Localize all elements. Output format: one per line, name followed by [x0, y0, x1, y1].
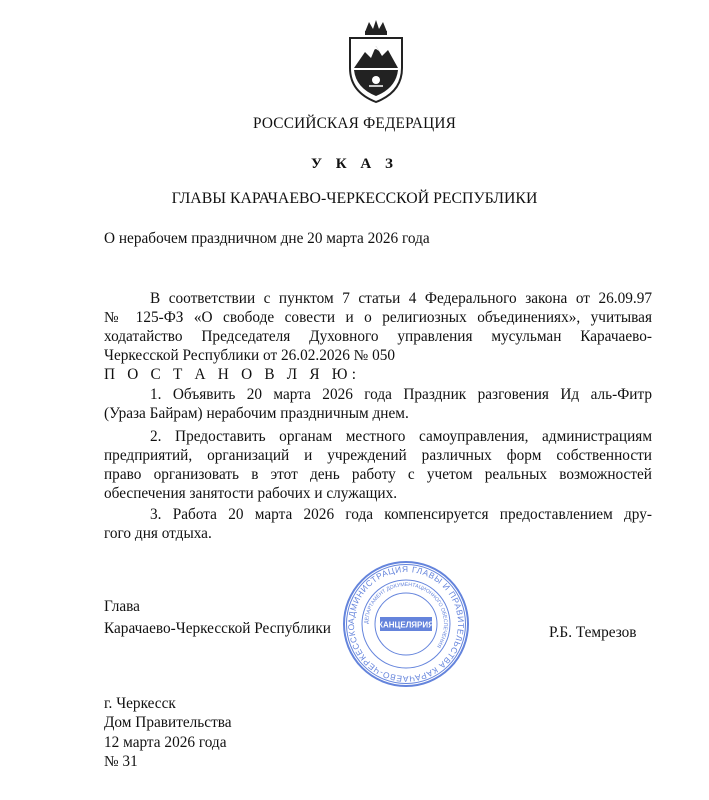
signer-title: Глава: [104, 598, 140, 615]
signer-name: Р.Б. Темрезов: [549, 624, 637, 641]
country-heading: РОССИЙСКАЯ ФЕДЕРАЦИЯ: [252, 115, 456, 132]
item-2-line: обеспечения занятости рабочих и служащих.: [104, 485, 398, 502]
item-1-line: (Ураза Байрам) нерабочим праздничным днем.: [104, 405, 409, 422]
issuer-heading: ГЛАВЫ КАРАЧАЕВО-ЧЕРКЕССКОЙ РЕСПУБЛИКИ: [171, 190, 538, 207]
signer-republic: Карачаево-Черкесской Республики: [104, 620, 331, 637]
issue-city: г. Черкесск: [104, 695, 176, 712]
preamble-line: В соответствии с пунктом 7 статьи 4 Федерального закона от 26.09.97: [150, 290, 652, 307]
preamble-line: ходатайство Председателя Духовного управления мусульман Карачаево-: [104, 328, 652, 345]
coat-of-arms-emblem: [345, 18, 407, 104]
item-2-line: предприятий, организаций и учреждений различных форм собственности: [104, 447, 652, 464]
item-2-line: 2. Предоставить органам местного самоуправления, администрациям: [150, 428, 652, 445]
resolve-heading: П О С Т А Н О В Л Я Ю:: [104, 366, 361, 383]
item-1-line: 1. Объявить 20 марта 2026 года Праздник разговения Ид аль-Фитр: [150, 386, 652, 403]
issue-building: Дом Правительства: [104, 714, 232, 731]
issue-date: 12 марта 2026 года: [104, 734, 227, 751]
svg-text:ДЕПАРТАМЕНТ ДОКУМЕНТАЦИОННОГО: ДЕПАРТАМЕНТ ДОКУМЕНТАЦИОННОГО ОБЕСПЕЧЕНИЯ: [363, 581, 449, 649]
decree-number: № 31: [104, 753, 138, 770]
svg-text:КАНЦЕЛЯРИЯ: КАНЦЕЛЯРИЯ: [378, 620, 434, 630]
item-3-line: гого дня отдыха.: [104, 525, 212, 542]
official-stamp: [342, 560, 470, 688]
item-3-line: 3. Работа 20 марта 2026 года компенсируется предоставлением дру-: [150, 506, 652, 523]
preamble-line: Черкесской Республики от 26.02.2026 № 050: [104, 347, 396, 364]
decree-subject: О нерабочем праздничном дне 20 марта 2026 года: [104, 230, 430, 247]
svg-text:АДМИНИСТРАЦИЯ ГЛАВЫ И ПРАВИТЕЛ: АДМИНИСТРАЦИЯ ГЛАВЫ И ПРАВИТЕЛЬСТВА КАРАЧАЕВО-ЧЕРКЕССКО: [345, 563, 467, 685]
preamble-line: № 125-ФЗ «О свободе совести и о религиозных объединениях», учитывая: [104, 309, 652, 326]
document-type-heading: У К А З: [311, 156, 398, 172]
item-2-line: право организовать в этот день работу с учетом реальных возможностей: [104, 466, 652, 483]
